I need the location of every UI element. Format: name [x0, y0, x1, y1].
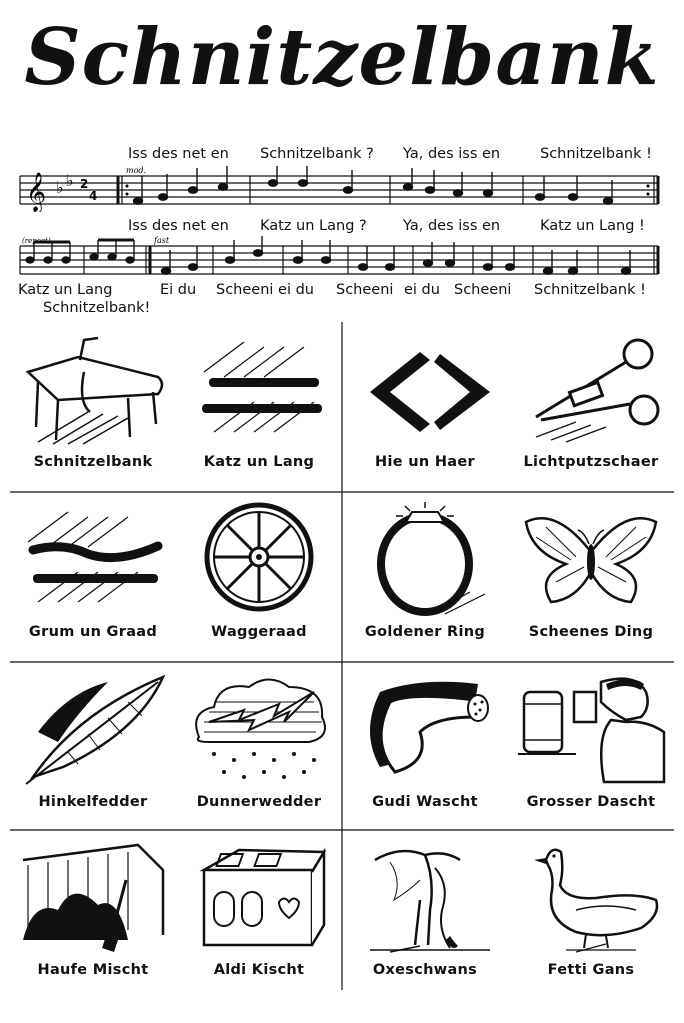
caption-hie-un-haer: Hie un Haer — [375, 454, 475, 470]
shaving-horse-icon — [18, 332, 168, 447]
short-and-long-bars-icon — [184, 332, 334, 447]
tempo-marking-2: fast — [154, 236, 170, 245]
svg-text:♭: ♭ — [56, 178, 64, 197]
caption-dunnerwedder: Dunnerwedder — [196, 794, 322, 810]
cell-dunnerwedder — [176, 662, 342, 829]
old-chest-icon — [184, 840, 334, 955]
wagon-wheel-icon — [184, 502, 334, 617]
lyric-line3-f: ei du — [404, 282, 440, 298]
picture-grid — [10, 322, 674, 990]
svg-text:𝄞: 𝄞 — [26, 172, 47, 212]
lyric-line1-c: Ya, des iss en — [403, 146, 501, 162]
cell-grum-un-graad — [10, 492, 176, 659]
lyric-line3-c: Ei du — [160, 282, 197, 298]
caption-grum-un-graad: Grum un Graad — [28, 624, 158, 640]
svg-text:4: 4 — [89, 189, 98, 203]
lyric-line1-a: Iss des net en — [128, 146, 229, 162]
caption-waggeraad: Waggeraad — [211, 624, 307, 640]
repeat-marking: (repeat) — [22, 237, 51, 245]
cell-lichtputzschaer — [508, 322, 674, 489]
svg-text:♭: ♭ — [66, 171, 74, 190]
fat-goose-icon — [516, 840, 666, 955]
feather-icon — [18, 672, 168, 787]
svg-text:2: 2 — [80, 177, 89, 191]
staff-2 — [18, 236, 666, 282]
crooked-and-straight-icon — [18, 502, 168, 617]
cell-waggeraad — [176, 492, 342, 659]
cell-haufe-mischt — [10, 830, 176, 997]
manure-pile-icon — [18, 840, 168, 955]
cell-katz-un-lang — [176, 322, 342, 489]
thunderstorm-icon — [184, 672, 334, 787]
drinking-man-icon — [516, 672, 666, 787]
candle-snuffer-scissors-icon — [516, 332, 666, 447]
lyric-line3-a: Katz un Lang — [18, 282, 113, 298]
lyric-line3-b: Schnitzelbank! — [43, 300, 151, 316]
cell-fetti-gans — [508, 830, 674, 997]
lyric-line2-c: Ya, des iss en — [403, 218, 501, 234]
caption-katz-un-lang: Katz un Lang — [203, 454, 315, 470]
caption-fetti-gans: Fetti Gans — [547, 962, 635, 978]
cell-oxeschwans — [342, 830, 508, 997]
caption-gudi-wascht: Gudi Wascht — [372, 794, 478, 810]
cell-goldener-ring — [342, 492, 508, 659]
cell-gudi-wascht — [342, 662, 508, 829]
lyric-line2-b: Katz un Lang ? — [260, 218, 367, 234]
caption-goldener-ring: Goldener Ring — [364, 624, 486, 640]
cell-hie-un-haer — [342, 322, 508, 489]
lyric-line3-d: Scheeni ei du — [216, 282, 314, 298]
ox-tail-icon — [350, 840, 500, 955]
cell-grosser-dascht — [508, 662, 674, 829]
caption-oxeschwans: Oxeschwans — [372, 962, 478, 978]
lyric-line2-a: Iss des net en — [128, 218, 229, 234]
lyric-line1-d: Schnitzelbank ! — [540, 146, 652, 162]
caption-aldi-kischt: Aldi Kischt — [213, 962, 305, 978]
caption-schnitzelbank: Schnitzelbank — [33, 454, 153, 470]
cell-scheenes-ding — [508, 492, 674, 659]
angle-brackets-icon — [350, 332, 500, 447]
cell-aldi-kischt — [176, 830, 342, 997]
lyric-line1-b: Schnitzelbank ? — [260, 146, 374, 162]
page-title: Schnitzelbank — [24, 12, 660, 103]
caption-scheenes-ding: Scheenes Ding — [528, 624, 654, 640]
lyric-line2-d: Katz un Lang ! — [540, 218, 645, 234]
caption-haufe-mischt: Haufe Mischt — [37, 962, 149, 978]
butterfly-icon — [516, 502, 666, 617]
staff-1 — [18, 166, 666, 212]
caption-hinkelfedder: Hinkelfedder — [38, 794, 148, 810]
gold-ring-icon — [350, 502, 500, 617]
caption-lichtputzschaer: Lichtputzschaer — [523, 454, 659, 470]
tempo-marking-1: mod. — [126, 166, 147, 175]
sausage-icon — [350, 672, 500, 787]
lyric-line3-h: Schnitzelbank ! — [534, 282, 646, 298]
caption-grosser-dascht: Grosser Dascht — [526, 794, 656, 810]
sheet-music — [18, 140, 666, 320]
lyric-line3-e: Scheeni — [336, 282, 394, 298]
cell-schnitzelbank — [10, 322, 176, 489]
cell-hinkelfedder — [10, 662, 176, 829]
lyric-line3-g: Scheeni — [454, 282, 512, 298]
